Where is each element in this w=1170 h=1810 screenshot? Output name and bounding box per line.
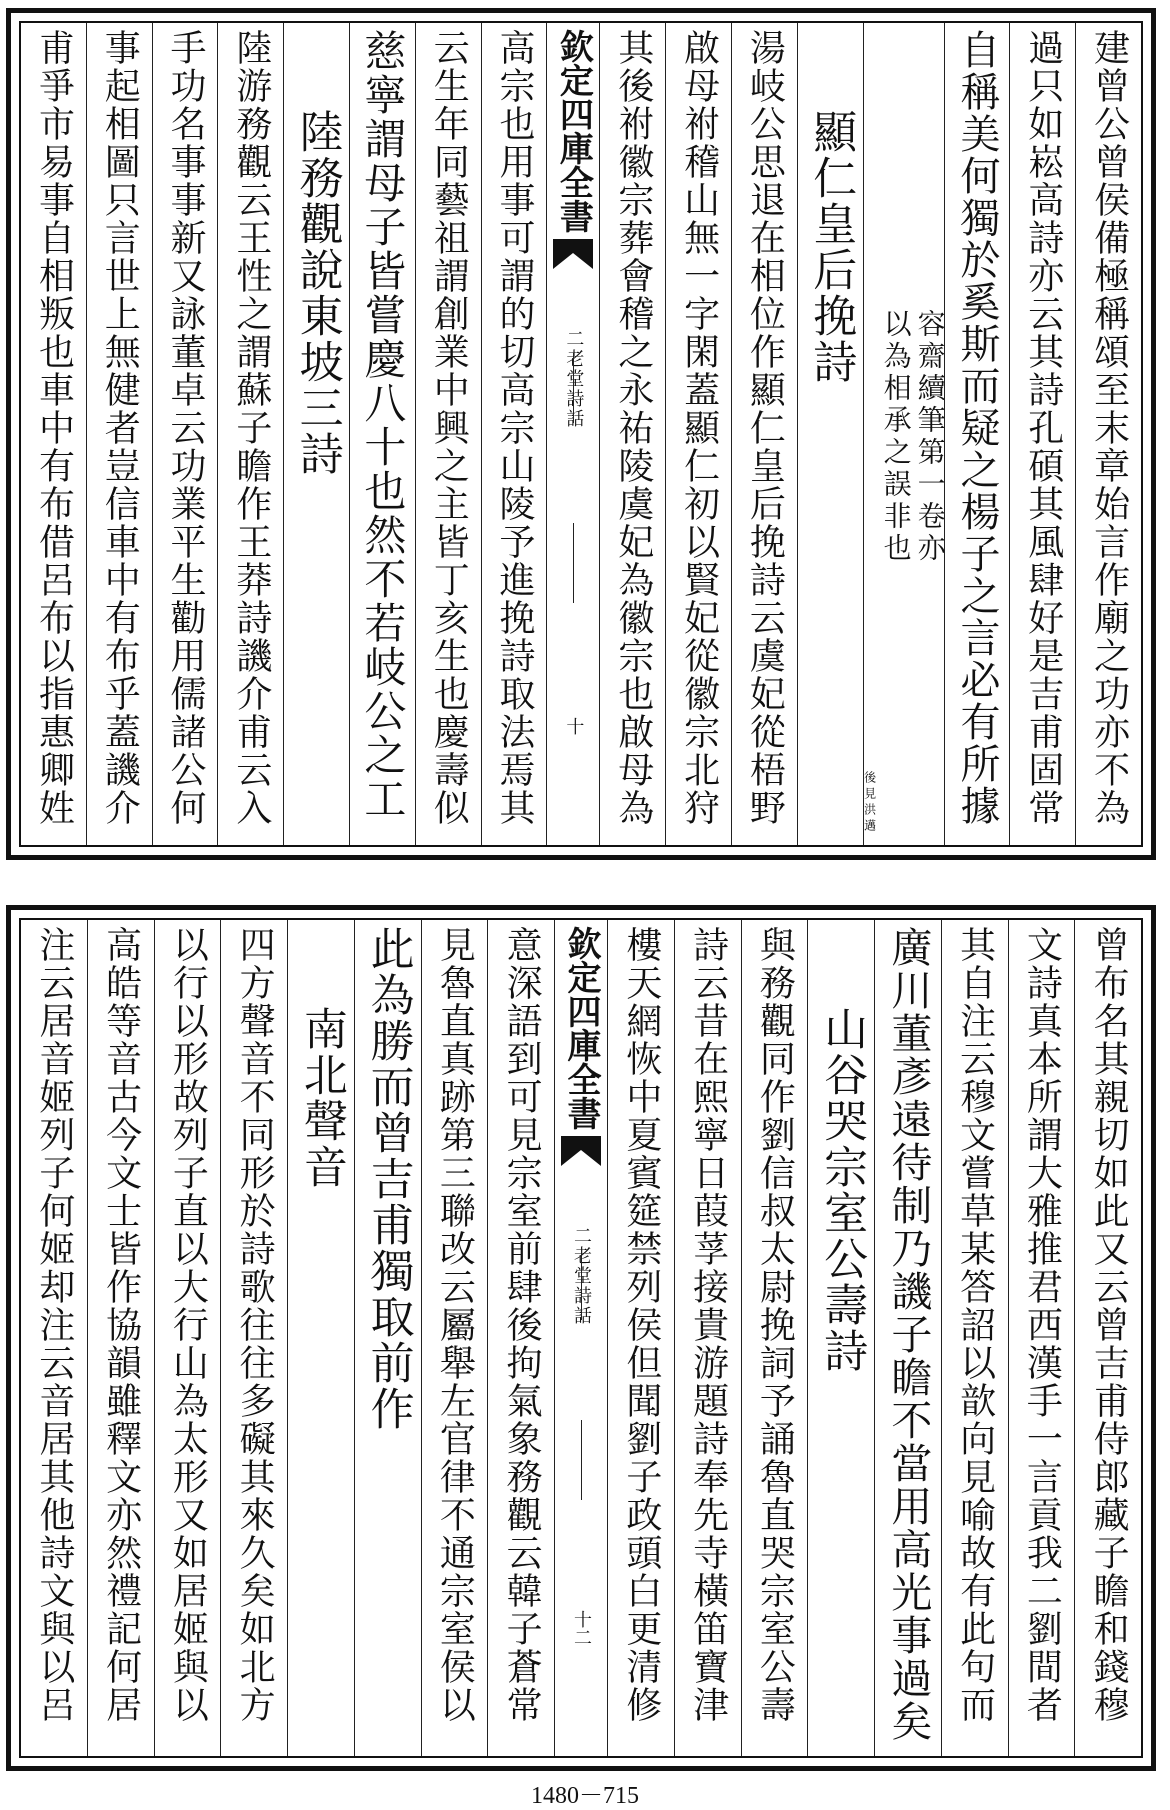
- column-text: 陸游務觀云王性之謂蘇子瞻作王莽詩譏介甫云入: [230, 29, 272, 827]
- section-title-column: [287, 920, 354, 1756]
- text-column: [415, 23, 481, 845]
- section-title: 南北聲音: [295, 1006, 347, 1190]
- annotation-line: 以為相承之誤非也: [879, 309, 913, 565]
- book-title-label: 二老堂詩話: [563, 329, 585, 429]
- column-text: 手功名事事新又詠董卓云功業平生勸用儒諸公何: [165, 29, 207, 827]
- column-text: 慈寧謂母子皆嘗慶八十也然不若岐公之工: [358, 29, 408, 821]
- column-text: 建曾公曾侯備極稱頌至末章始言作廟之功亦不為: [1088, 29, 1130, 827]
- text-column: [87, 920, 154, 1756]
- text-column: [1074, 920, 1141, 1756]
- column-text: 曾布名其親切如此又云曾吉甫侍郎藏子瞻和錢穆: [1088, 926, 1130, 1724]
- text-column: [152, 23, 218, 845]
- column-text: 文詩真本所謂大雅推君西漢手一言貢我二劉間者: [1021, 926, 1063, 1724]
- section-title-column: [797, 23, 863, 845]
- book-title-label: 二老堂詩話: [571, 1226, 592, 1326]
- text-column: [86, 23, 152, 845]
- spine-rule: [573, 523, 574, 603]
- column-text: 以行以形故列子直以大行山為太形又如居姬與以: [167, 926, 209, 1724]
- text-column: [354, 920, 421, 1756]
- text-column: [665, 23, 731, 845]
- column-text: 自稱美何獨於奚斯而疑之楊子之言必有所據: [954, 29, 1000, 827]
- catalog-page-number: 1480－715: [531, 1783, 639, 1809]
- text-column: [349, 23, 415, 845]
- text-column: [1075, 23, 1141, 845]
- section-title: 顯仁皇后挽詩: [805, 109, 857, 385]
- column-text: 云生年同藝祖謂創業中興之主皆丁亥生也慶壽似: [428, 29, 470, 827]
- section-title-column: [283, 23, 349, 845]
- column-text: 樓天網恢中夏賓筵禁列侯但聞劉子政頭白更清修: [620, 926, 662, 1724]
- text-columns: [21, 23, 1141, 845]
- text-column: [1008, 920, 1075, 1756]
- text-column: [421, 920, 488, 1756]
- column-text: 高皓等音古今文士皆作協韻雖釋文亦然禮記何居: [100, 926, 142, 1724]
- annotation-end: 後見洪邁: [862, 771, 877, 835]
- text-column: [599, 23, 665, 845]
- column-text: 見魯直真跡第三聯改云屬舉左官律不通宗室侯以: [434, 926, 476, 1724]
- column-text: 高宗也用事可謂的切高宗山陵予進挽詩取法焉其: [494, 29, 536, 827]
- column-text: 注云居音姬列子何姬却注云音居其他詩文與以呂: [33, 926, 75, 1724]
- column-text: 事起相圖只言世上無健者豈信車中有布乎蓋譏介: [99, 29, 141, 827]
- text-column: [674, 920, 741, 1756]
- library-label: 欽定四庫全書: [561, 926, 601, 1130]
- text-column: [741, 920, 808, 1756]
- text-column: [487, 920, 554, 1756]
- fishtail-spine: [546, 23, 599, 845]
- spine-rule: [573, 353, 574, 423]
- text-column: [21, 23, 86, 845]
- column-text: 其後祔徽宗葬會稽之永祐陵虞妃為徽宗也啟母為: [612, 29, 654, 827]
- text-column: [874, 920, 941, 1756]
- section-title: 陸務觀說東坡三詩: [291, 109, 343, 477]
- text-column: [220, 920, 287, 1756]
- column-text: 其自注云穆文嘗草某答詔以歆向見喻故有此句而: [954, 926, 996, 1724]
- column-text: 啟母祔稽山無一字閑蓋顯仁初以賢妃從徽宗北狩: [678, 29, 720, 827]
- column-text: 詩云昔在熙寧日葭莩接貴游題詩奉先寺橫笛寶津: [687, 926, 729, 1724]
- section-title-column: [807, 920, 874, 1756]
- fishtail-mark-icon: [553, 239, 593, 269]
- annotation-column: [862, 23, 947, 845]
- column-text: 廣川董彥遠待制乃譏子瞻不當用高光事過矣: [884, 926, 933, 1743]
- text-column: [1009, 23, 1075, 845]
- text-column: [21, 920, 87, 1756]
- fishtail-mark-icon: [561, 1136, 601, 1166]
- page-frame: [19, 21, 1143, 847]
- spine-rule: [581, 1420, 582, 1500]
- book-page-bottom: [6, 905, 1156, 1771]
- text-columns: [21, 920, 1141, 1756]
- column-text: 湯岐公思退在相位作顯仁皇后挽詩云虞妃從梧野: [744, 29, 786, 827]
- library-label: 欽定四庫全書: [553, 29, 594, 233]
- text-column: [731, 23, 797, 845]
- column-text: 意深語到可見宗室前肆後拘氣象務觀云韓子蒼常: [501, 926, 543, 1724]
- text-column: [944, 23, 1010, 845]
- column-text: 過只如崧高詩亦云其詩孔碩其風肆好是吉甫固常: [1022, 29, 1064, 827]
- text-column: [217, 23, 283, 845]
- page-frame: [19, 918, 1143, 1758]
- column-text: 此為勝而曾吉甫獨取前作: [362, 926, 414, 1432]
- annotation-line: 容齋續筆第一卷亦: [913, 309, 947, 565]
- text-column: [154, 920, 221, 1756]
- fishtail-spine: [554, 920, 607, 1756]
- page-number: 十二: [571, 1610, 592, 1646]
- spine-rule: [581, 1250, 582, 1320]
- column-text: 四方聲音不同形於詩歌往往多礙其來久矣如北方: [234, 926, 276, 1724]
- column-text: 與務觀同作劉信叔太尉挽詞予誦魯直哭宗室公壽: [754, 926, 796, 1724]
- text-column: [941, 920, 1008, 1756]
- section-title: 山谷哭宗室公壽詩: [816, 1006, 868, 1374]
- text-column: [607, 920, 674, 1756]
- text-column: [481, 23, 547, 845]
- page-number: 十: [563, 717, 585, 735]
- book-page-top: [6, 8, 1156, 860]
- column-text: 甫爭市易事自相叛也車中有布借呂布以指惠卿姓: [33, 29, 75, 827]
